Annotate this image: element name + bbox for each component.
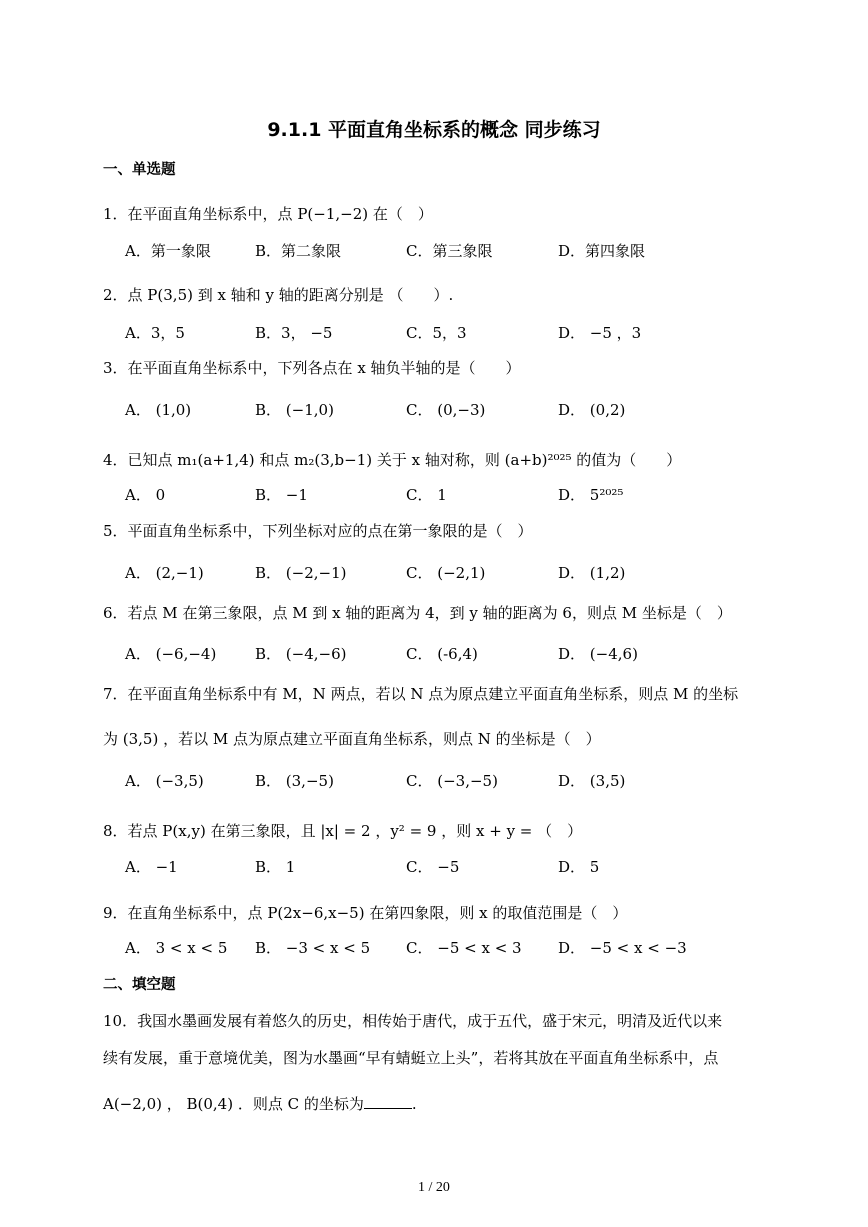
question-1-option-a: A．第一象限 [125,242,211,260]
question-5-option-a: A． (2,−1) [125,564,204,582]
question-5-option-b: B． (−2,−1) [255,564,347,582]
question-4-option-a: A． 0 [125,486,166,504]
question-1-option-d: D．第四象限 [558,242,646,260]
question-7-option-d: D． (3,5) [558,772,626,790]
question-10-line-1: 10．我国水墨画发展有着悠久的历史，相传始于唐代，成于五代，盛于宋元，明清及近代以来 [103,1012,723,1030]
question-2-stem: 2．点 P(3,5) 到 x 轴和 y 轴的距离分别是 （ ）. [103,286,454,304]
question-7-option-a: A． (−3,5) [125,772,204,790]
question-2-option-b: B．3， −5 [255,324,333,342]
question-4-stem: 4．已知点 m₁(a+1,4) 和点 m₂(3,b−1) 关于 x 轴对称，则 (a+b)²⁰²⁵ 的值为（ ） [103,451,682,469]
question-8-option-d: D． 5 [558,858,600,876]
question-3-option-b: B． (−1,0) [255,401,334,419]
question-7-stem: 7．在平面直角坐标系中有 M，N 两点，若以 N 点为原点建立平面直角坐标系，则点 M 的坐标 [103,685,739,703]
question-2-option-a: A．3，5 [125,324,185,342]
question-10-end: . [411,1095,417,1113]
question-9-stem: 9．在直角坐标系中，点 P(2x−6,x−5) 在第四象限，则 x 的取值范围是（ ） [103,904,628,922]
question-4-option-b: B． −1 [255,486,308,504]
question-10-line-3 [103,1093,417,1114]
question-3-option-d: D． (0,2) [558,401,626,419]
question-6-option-d: D． (−4,6) [558,645,638,663]
question-3-option-a: A． (1,0) [125,401,192,419]
question-7-stem-continued: 为 (3,5) ，若以 M 点为原点建立平面直角坐标系，则点 N 的坐标是（ ） [103,730,601,748]
section-heading-single-choice: 一、单选题 [103,162,176,178]
question-6-option-a: A． (−6,−4) [125,645,217,663]
answer-blank[interactable] [364,1096,412,1109]
question-8-option-c: C． −5 [406,858,460,876]
question-9-option-d: D． −5 < x < −3 [558,939,687,957]
question-3-stem: 3．在平面直角坐标系中，下列各点在 x 轴负半轴的是（ ） [103,359,521,377]
question-6-option-b: B． (−4,−6) [255,645,347,663]
question-7-option-c: C． (−3,−5) [406,772,498,790]
question-9-option-c: C． −5 < x < 3 [406,939,522,957]
question-4-option-c: C． 1 [406,486,447,504]
question-2-option-d: D． −5 ，3 [558,324,642,342]
question-1-option-b: B．第二象限 [255,242,342,260]
question-1-stem: 1．在平面直角坐标系中，点 P(−1,−2) 在（ ） [103,205,433,223]
question-1-option-c: C．第三象限 [406,242,493,260]
page-number: 1 / 20 [418,1180,450,1195]
question-6-option-c: C． (-6,4) [406,645,478,663]
question-2-option-c: C．5，3 [406,324,467,342]
question-4-option-d: D． 5²⁰²⁵ [558,486,624,504]
question-10-text: A(−2,0) ， B(0,4) ．则点 C 的坐标为 [103,1095,364,1113]
question-7-option-b: B． (3,−5) [255,772,334,790]
question-8-option-a: A． −1 [125,858,178,876]
question-5-stem: 5．平面直角坐标系中，下列坐标对应的点在第一象限的是（ ） [103,522,533,540]
question-9-option-b: B． −3 < x < 5 [255,939,371,957]
question-8-stem: 8．若点 P(x,y) 在第三象限，且 |x| = 2 ，y² = 9 ，则 x + y = （ ） [103,822,583,840]
question-5-option-d: D． (1,2) [558,564,626,582]
question-6-stem: 6．若点 M 在第三象限，点 M 到 x 轴的距离为 4，到 y 轴的距离为 6，则点 M 坐标是（ ） [103,604,732,622]
question-3-option-c: C． (0,−3) [406,401,486,419]
question-5-option-c: C． (−2,1) [406,564,486,582]
question-9-option-a: A． 3 < x < 5 [125,939,228,957]
question-10-line-2: 续有发展，重于意境优美，图为水墨画“早有蜻蜓立上头”，若将其放在平面直角坐标系中，点 [103,1049,719,1067]
question-8-option-b: B． 1 [255,858,296,876]
page-title: 9.1.1 平面直角坐标系的概念 同步练习 [267,119,601,141]
section-heading-fill-in: 二、填空题 [103,977,176,993]
